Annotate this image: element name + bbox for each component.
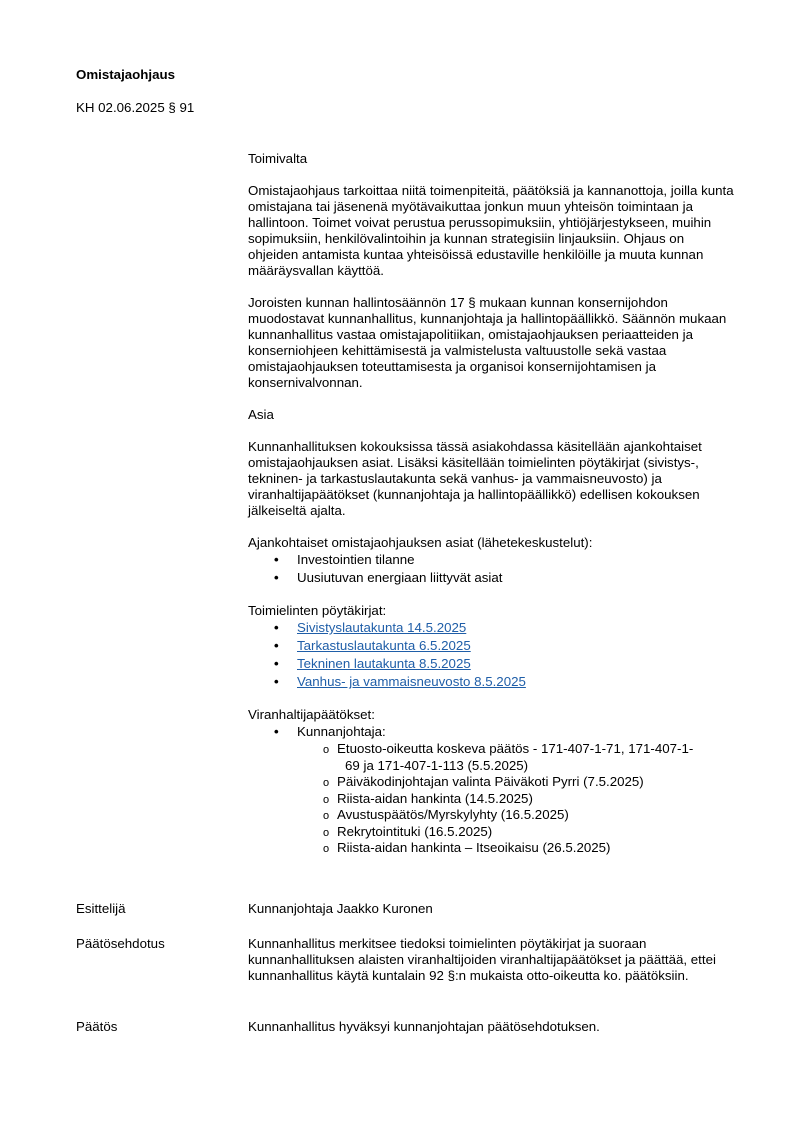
section-title-toimivalta: Toimivalta [248, 151, 308, 166]
list-item [248, 637, 738, 655]
paragraph-toimivalta-1: Omistajaohjaus tarkoittaa niitä toimenpiteitä, päätöksiä ja kannanottoja, joilla kunta omistajana tai jäsenenä myötävaikuttaa jonkun muun yhteisön toimintaan ja hallintoon. Toimet voivat perustua perussopimuksiin, yhtiöjärjestykseen, muihin sopimuksiin, henkilövalintoihin ja kunnan strategisiin linjauksiin. Ohjaus on ohjeiden antamista kuntaa yhteisöissä edustaville henkilöille ja muuta kunnan määräysvallan käyttöä. [248, 183, 734, 278]
viranhaltija-list [248, 723, 738, 857]
kunnanjohtaja-label: Kunnanjohtaja: [297, 724, 386, 739]
list-item: • Uusiutuvan energiaan liittyvät asiat [248, 569, 738, 587]
link-sivistyslautakunta[interactable]: Sivistyslautakunta 14.5.2025 [297, 620, 467, 635]
paatosehdotus-value: Kunnanhallitus merkitsee tiedoksi toimielinten pöytäkirjat ja suoraan kunnanhallituksen alaisten viranhaltijoiden viranhaltijapäätökset ja päättää, ettei kunnanhallitus käytä kuntalain 92 §:n mukaista otto-oikeutta ko. päätöksiin. [248, 936, 716, 983]
list-item [248, 655, 738, 673]
decision-item: o Avustuspäätös/Myrskylyhty (16.5.2025) [248, 807, 738, 824]
section-title-asia: Asia [248, 407, 274, 422]
ajankohtaiset-list [248, 551, 738, 587]
decision-item: o Riista-aidan hankinta (14.5.2025) [248, 791, 738, 808]
decision-item [248, 741, 738, 774]
main-content [248, 151, 738, 857]
list-item [248, 619, 738, 637]
kunnanjohtaja-decisions [297, 741, 738, 857]
paatos-label: Päätös [76, 1019, 118, 1034]
decision-text: Etuosto-oikeutta koskeva päätös - 171-407-1-71, 171-407-1- [337, 741, 694, 756]
list-item [248, 723, 738, 857]
viranhaltijapaatokset-title: Viranhaltijapäätökset: [248, 707, 375, 722]
list-item: • Investointien tilanne [248, 551, 738, 569]
decision-text-continued: 69 ja 171-407-1-113 (5.5.2025) [345, 757, 529, 773]
esittelija-value: Kunnanjohtaja Jaakko Kuronen [248, 901, 433, 916]
paragraph-asia-1: Kunnanhallituksen kokouksissa tässä asiakohdassa käsitellään ajankohtaiset omistajaohjauksen asiat. Lisäksi käsitellään toimielinten pöytäkirjat (sivistys-, tekninen- ja tarkastuslautakunta sekä vanhus- ja vammaisneuvosto) ja viranhaltijapäätökset (kunnanjohtaja ja hallintopäällikkö) edellisen kokouksen jälkeiseltä ajalta. [248, 439, 702, 518]
paatos-value: Kunnanhallitus hyväksyi kunnanjohtajan päätösehdotuksen. [248, 1019, 600, 1034]
document-title: Omistajaohjaus [76, 67, 176, 82]
meeting-reference: KH 02.06.2025 § 91 [76, 100, 195, 115]
link-tekninen-lautakunta[interactable]: Tekninen lautakunta 8.5.2025 [297, 656, 471, 671]
esittelija-label: Esittelijä [76, 901, 126, 916]
poytakirjat-title: Toimielinten pöytäkirjat: [248, 603, 387, 618]
poytakirjat-list [248, 619, 738, 691]
link-vanhus-ja-vammaisneuvosto[interactable]: Vanhus- ja vammaisneuvosto 8.5.2025 [297, 674, 526, 689]
decision-item: o Rekrytointituki (16.5.2025) [248, 824, 738, 841]
paatosehdotus-label: Päätösehdotus [76, 936, 165, 951]
ajankohtaiset-title: Ajankohtaiset omistajaohjauksen asiat (lähetekeskustelut): [248, 535, 593, 550]
decision-item: o Päiväkodinjohtajan valinta Päiväkoti Pyrri (7.5.2025) [248, 774, 738, 791]
decision-item: o Riista-aidan hankinta – Itseoikaisu (26.5.2025) [248, 840, 738, 857]
list-item [248, 673, 738, 691]
paragraph-toimivalta-2: Joroisten kunnan hallintosäännön 17 § mukaan kunnan konsernijohdon muodostavat kunnanhallitus, kunnanjohtaja ja hallintopäällikkö. Säännön mukaan kunnanhallitus vastaa omistajapolitiikan, omistajaohjauksen periaatteiden ja konserniohjeen kehittämisestä ja valmistelusta valtuustolle sekä vastaa omistajaohjauksen toteuttamisesta ja organisoi konsernijohtamisen ja konsernivalvonnan. [248, 295, 727, 390]
link-tarkastuslautakunta[interactable]: Tarkastuslautakunta 6.5.2025 [297, 638, 471, 653]
